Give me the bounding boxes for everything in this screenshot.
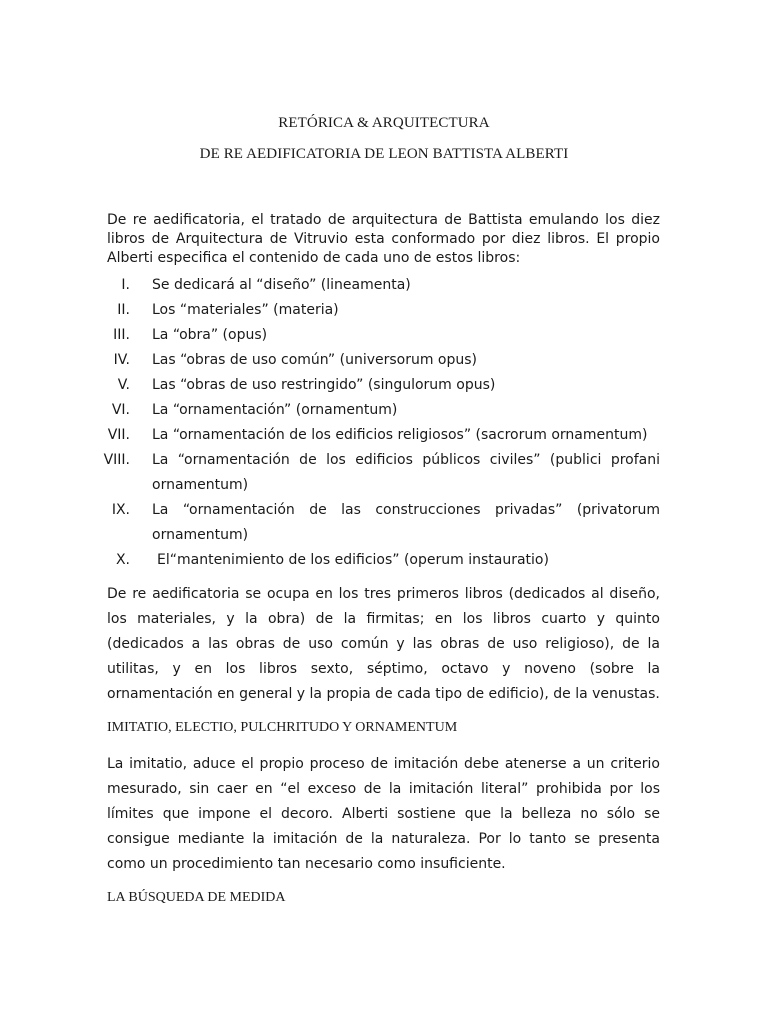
section-heading-medida: LA BÚSQUEDA DE MEDIDA: [107, 890, 286, 905]
list-item-number: II.: [117, 302, 130, 318]
document-subtitle: DE RE AEDIFICATORIA DE LEON BATTISTA ALBERTI: [199, 146, 569, 162]
list-item-text: La “ornamentación de los edificios públicos civiles” (publici profani ornamentum): [152, 452, 660, 493]
list-item-text: El“mantenimiento de los edificios” (operum instauratio): [157, 552, 549, 568]
list-item: [107, 548, 660, 573]
list-item-text: Se dedicará al “diseño” (lineamenta): [152, 277, 411, 293]
list-item-number: VI.: [111, 402, 130, 418]
list-item-number: X.: [115, 552, 130, 568]
list-item: [107, 373, 660, 398]
list-item-text: La “obra” (opus): [152, 327, 268, 343]
books-list: [103, 273, 660, 573]
list-item-number: I.: [121, 277, 130, 293]
list-item: [103, 448, 660, 498]
list-item: [107, 273, 660, 298]
list-item: [107, 398, 660, 423]
list-item-number: IV.: [113, 352, 130, 368]
summary-paragraph: De re aedificatoria se ocupa en los tres primeros libros (dedicados al diseño, los materiales, y la obra) de la firmitas; en los libros cuarto y quinto (dedicados a las obras de uso común y las obras de uso religioso), de la utilitas, y en los libros sexto, séptimo, octavo y noveno (sobre la ornamentación en general y la propia de cada tipo de edificio), de la venustas.: [107, 586, 660, 702]
list-item: [107, 323, 660, 348]
list-item-text: La “ornamentación de los edificios religiosos” (sacrorum ornamentum): [152, 427, 648, 443]
list-item-text: La “ornamentación” (ornamentum): [152, 402, 398, 418]
list-item: [107, 498, 660, 548]
list-item-number: III.: [113, 327, 130, 343]
list-item-text: La “ornamentación de las construcciones privadas” (privatorum ornamentum): [152, 502, 660, 543]
imitatio-paragraph: La imitatio, aduce el propio proceso de imitación debe atenerse a un criterio mesurado, sin caer en “el exceso de la imitación literal” prohibida por los límites que impone el decoro. Alberti sostiene que la belleza no sólo se consigue mediante la imitación de la naturaleza. Por lo tanto se presenta como un procedimiento tan necesario como insuficiente.: [107, 756, 660, 872]
list-item: [107, 348, 660, 373]
list-item-text: Las “obras de uso común” (universorum opus): [152, 352, 478, 368]
intro-paragraph: De re aedificatoria, el tratado de arquitectura de Battista emulando los diez libros de Arquitectura de Vitruvio esta conformado por diez libros. El propio Alberti especifica el contenido de cada uno de estos libros:: [107, 212, 660, 266]
list-item-number: VII.: [107, 427, 130, 443]
section-heading-imitatio: IMITATIO, ELECTIO, PULCHRITUDO Y ORNAMENTUM: [107, 720, 458, 735]
list-item-number: VIII.: [103, 452, 130, 468]
list-item-text: Los “materiales” (materia): [152, 302, 339, 318]
list-item: [107, 298, 660, 323]
document-title: RETÓRICA & ARQUITECTURA: [278, 115, 490, 131]
list-item: [107, 423, 660, 448]
list-item-number: V.: [117, 377, 130, 393]
list-item-number: IX.: [111, 502, 130, 518]
list-item-text: Las “obras de uso restringido” (singulorum opus): [152, 377, 496, 393]
